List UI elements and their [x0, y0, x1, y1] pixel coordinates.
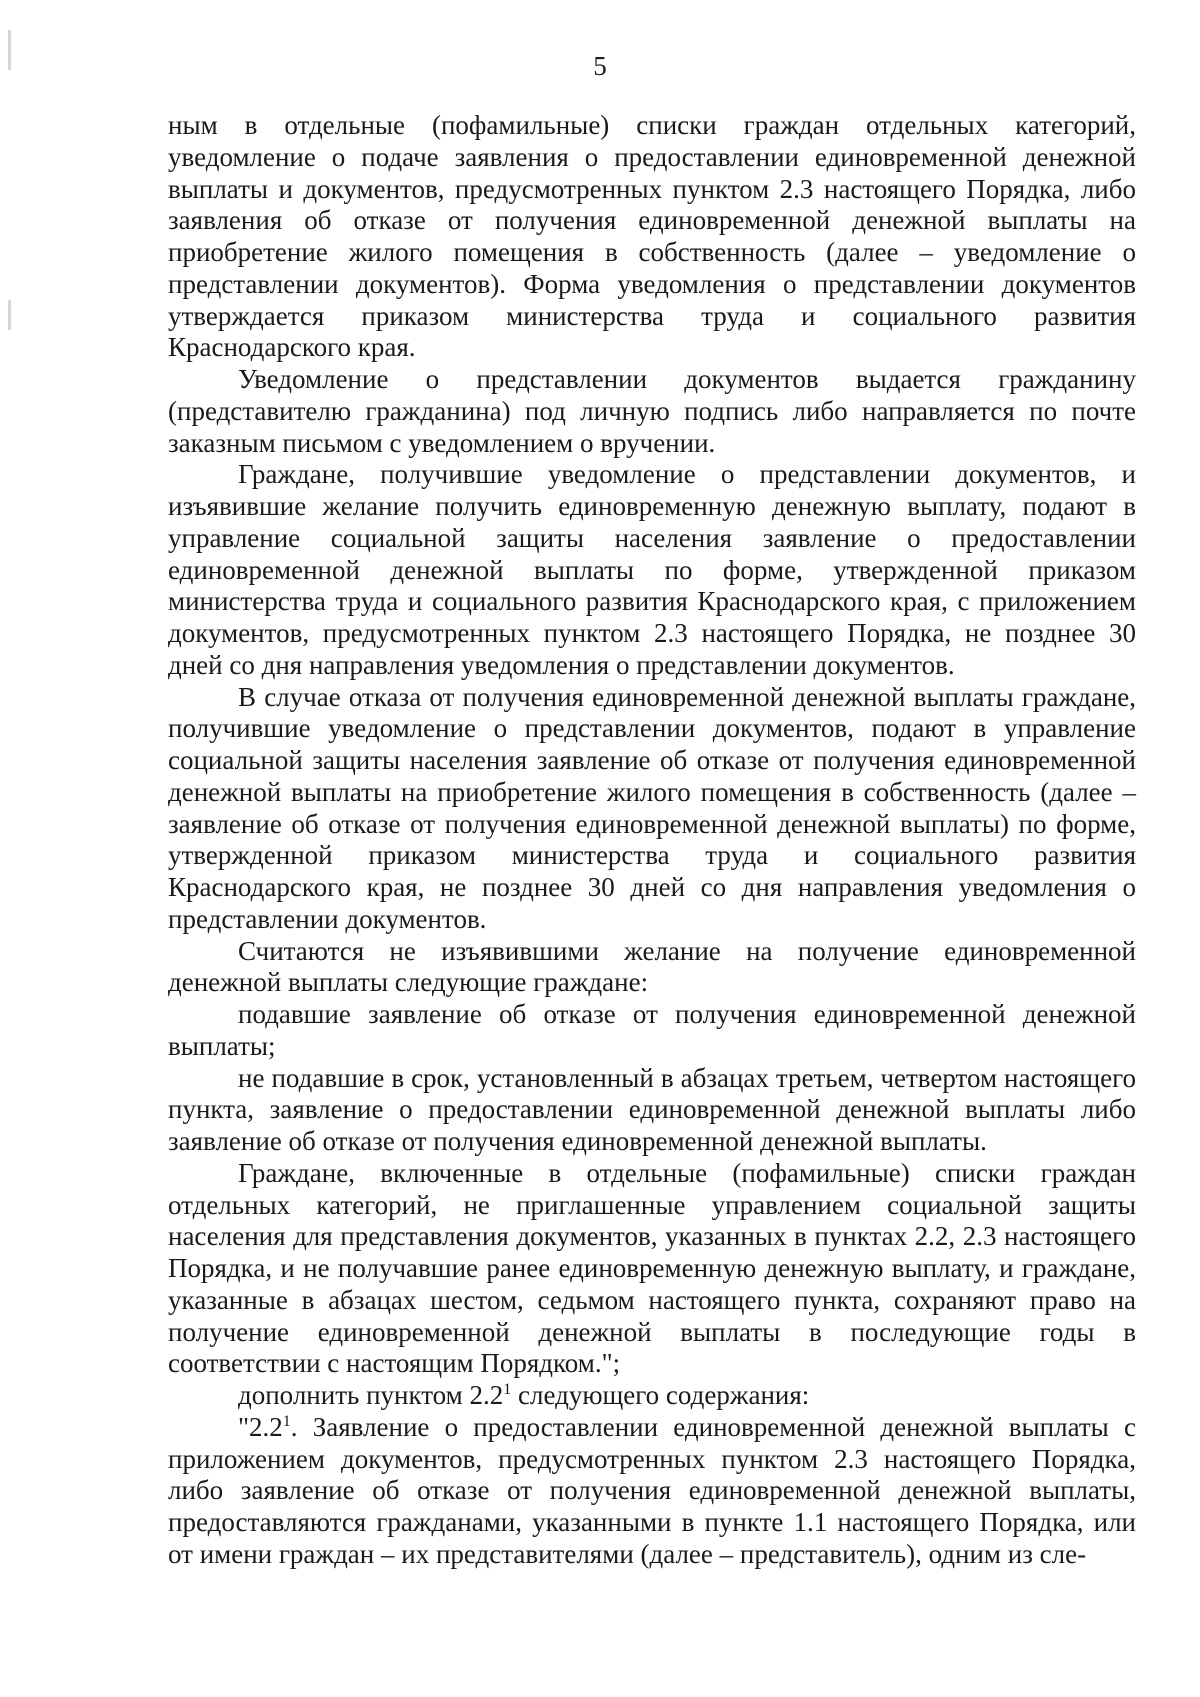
- amendment-text: "2.2: [238, 1411, 283, 1442]
- superscript-index: 1: [503, 1381, 512, 1398]
- paragraph: не подавшие в срок, установленный в абзацах третьем, четвертом настоящего пункта, заявление о предоставлении единовременной денежной выплаты либо заявление об отказе от получения единовременной денежной выплаты.: [168, 1062, 1136, 1156]
- document-body: [168, 110, 1136, 1571]
- scan-edge-mark: [8, 300, 11, 330]
- amendment-intro: [168, 1380, 1136, 1412]
- superscript-index: 1: [282, 1412, 291, 1430]
- amendment-text: . Заявление о предоставлении единовременной денежной выплаты с приложением документов, предусмотренных пунктом 2.3 настоящего Порядка, либо заявление об отказе от получения единовременной денежной выплаты, предоставляются гражданами, указанными в пункте 1.1 настоящего Порядка, или от имени граждан – их представителями (далее – представитель), одним из сле-: [168, 1411, 1136, 1569]
- paragraph: Уведомление о представлении документов выдается гражданину (представителю гражданина) под личную подпись либо направляется по почте заказным письмом с уведомлением о вручении.: [168, 364, 1136, 458]
- paragraph: В случае отказа от получения единовременной денежной выплаты граждане, получившие уведомление о представлении документов, подают в управление социальной защиты населения заявление об отказе от получения единовременной денежной выплаты на приобретение жилого помещения в собственность (далее – заявление об отказе от получения единовременной денежной выплаты) по форме, утвержденной приказом министерства труда и социального развития Краснодарского края, не позднее 30 дней со дня направления уведомления о представлении документов.: [168, 681, 1136, 934]
- paragraph: Граждане, получившие уведомление о представлении документов, и изъявившие желание получить единовременную денежную выплату, подают в управление социальной защиты населения заявление о предоставлении единовременной денежной выплаты по форме, утвержденной приказом министерства труда и социального развития Краснодарского края, с приложением документов, предусмотренных пунктом 2.3 настоящего Порядка, не позднее 30 дней со дня направления уведомления о представлении документов.: [168, 459, 1136, 680]
- amendment-intro-text: следующего содержания:: [511, 1380, 810, 1410]
- amendment-intro-text: дополнить пунктом 2.2: [238, 1380, 504, 1410]
- paragraph: Граждане, включенные в отдельные (пофамильные) списки граждан отдельных категорий, не приглашенные управлением социальной защиты населения для представления документов, указанных в пунктах 2.2, 2.3 настоящего Порядка, и не получавшие ранее единовременную денежную выплату, и граждане, указанные в абзацах шестом, седьмом настоящего пункта, сохраняют право на получение единовременной денежной выплаты в последующие годы в соответствии с настоящим Порядком.";: [168, 1157, 1136, 1379]
- paragraph: подавшие заявление об отказе от получения единовременной денежной выплаты;: [168, 999, 1136, 1061]
- amendment-paragraph: [168, 1412, 1136, 1571]
- page-number: 5: [593, 51, 607, 81]
- paragraph: Считаются не изъявившими желание на получение единовременной денежной выплаты следующие граждане:: [168, 935, 1136, 998]
- paragraph: ным в отдельные (пофамильные) списки граждан отдельных категорий, уведомление о подаче заявления о предоставлении единовременной денежной выплаты и документов, предусмотренных пунктом 2.3 настоящего Порядка, либо заявления об отказе от получения единовременной денежной выплаты на приобретение жилого помещения в собственность (далее – уведомление о представлении документов). Форма уведомления о представлении документов утверждается приказом министерства труда и социального развития Краснодарского края.: [168, 110, 1136, 363]
